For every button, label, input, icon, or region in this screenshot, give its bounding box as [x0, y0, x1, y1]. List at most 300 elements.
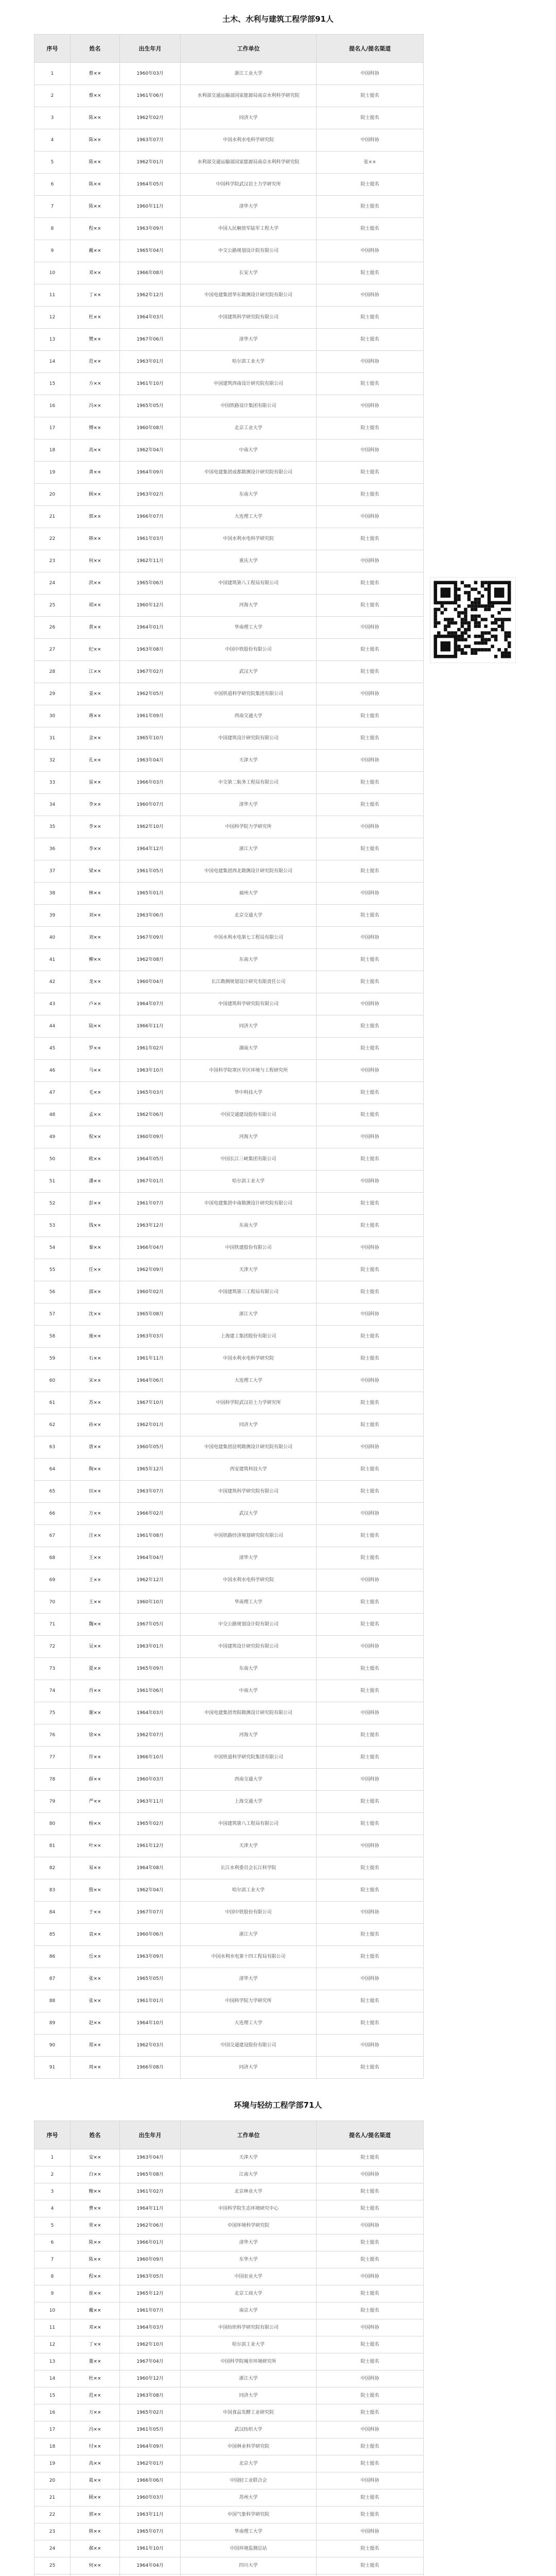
row-number: 53	[34, 1215, 71, 1237]
table-row	[34, 1658, 424, 1680]
person-name: 田××	[71, 1481, 120, 1503]
row-number: 28	[34, 661, 71, 683]
birth-date: 1965年05月	[120, 1968, 181, 1990]
row-number: 78	[34, 1769, 71, 1791]
work-unit: 福州大学	[181, 883, 317, 905]
work-unit: 中国科学院力学研究所	[181, 816, 317, 838]
person-name: 葛××	[71, 2472, 120, 2489]
birth-date: 1960年05月	[120, 1436, 181, 1459]
birth-date: 1960年06月	[120, 1924, 181, 1946]
table-row	[34, 905, 424, 927]
person-name: 高××	[71, 439, 120, 462]
work-unit: 浙江大学	[181, 2370, 317, 2387]
table-row	[34, 1614, 424, 1636]
row-number: 11	[34, 284, 71, 307]
table-row	[34, 971, 424, 993]
table-row	[34, 284, 424, 307]
table-row	[34, 196, 424, 218]
row-number: 22	[34, 528, 71, 550]
birth-date: 1962年12月	[120, 1569, 181, 1591]
work-unit: 中国建筑设计研究院有限公司	[181, 1636, 317, 1658]
person-name: 陈××	[71, 196, 120, 218]
person-name: 蔡××	[71, 85, 120, 107]
person-name: 丁××	[71, 2336, 120, 2353]
table-row	[34, 2370, 424, 2387]
work-unit: 中国铁建股份有限公司	[181, 1237, 317, 1259]
nominator: 院士提名	[317, 307, 424, 329]
table-row	[34, 1769, 424, 1791]
person-name: 王××	[71, 1547, 120, 1569]
work-unit: 天津大学	[181, 1259, 317, 1281]
work-unit: 中国铁路经济规划研究院有限公司	[181, 1525, 317, 1547]
table-row	[34, 129, 424, 151]
work-unit: 中国电建集团成都勘测设计研究院有限公司	[181, 462, 317, 484]
table-row	[34, 550, 424, 572]
nominator: 院士提名	[317, 661, 424, 683]
row-number: 16	[34, 395, 71, 417]
row-number: 38	[34, 883, 71, 905]
birth-date: 1962年01月	[120, 2455, 181, 2472]
nominator: 中国科协	[317, 1702, 424, 1724]
row-number: 16	[34, 2404, 71, 2421]
row-number: 7	[34, 2251, 71, 2268]
row-number: 42	[34, 971, 71, 993]
table-row	[34, 1990, 424, 2012]
work-unit: 西南交通大学	[181, 705, 317, 727]
birth-date: 1962年10月	[120, 2336, 181, 2353]
row-number: 11	[34, 2319, 71, 2336]
work-unit: 中国电建集团西北勘测设计研究院有限公司	[181, 860, 317, 883]
birth-date: 1963年08月	[120, 2387, 181, 2404]
nominator: 中国科协	[317, 2472, 424, 2489]
table-row	[34, 1348, 424, 1370]
work-unit: 水利部交通运输部国家能源局南京水利科学研究院	[181, 85, 317, 107]
person-name: 江××	[71, 661, 120, 683]
table-row	[34, 1791, 424, 1813]
row-number: 24	[34, 2540, 71, 2557]
table-row	[34, 462, 424, 484]
nominator: 院士提名	[317, 1791, 424, 1813]
table-environment-textile	[34, 2121, 424, 2576]
nominator: 中国科协	[317, 683, 424, 705]
row-number: 50	[34, 1148, 71, 1171]
nominator: 院士提名	[317, 639, 424, 661]
person-name: 方××	[71, 373, 120, 395]
table-row	[34, 1591, 424, 1614]
person-name: 白××	[71, 2166, 120, 2183]
nominator	[317, 2574, 424, 2576]
birth-date: 1966年11月	[120, 1015, 181, 1038]
header-nominator: 提名人/提名渠道	[317, 35, 424, 63]
work-unit: 华南理工大学	[181, 1591, 317, 1614]
birth-date: 1963年07月	[120, 1481, 181, 1503]
table-row	[34, 750, 424, 772]
nominator: 院士提名	[317, 2285, 424, 2302]
work-unit: 同济大学	[181, 1414, 317, 1436]
nominator: 中国科协	[317, 506, 424, 528]
row-number: 4	[34, 2200, 71, 2217]
birth-date: 1965年06月	[120, 572, 181, 595]
birth-date: 1963年11月	[120, 1791, 181, 1813]
person-name: 施××	[71, 1326, 120, 1348]
person-name: 洪××	[71, 572, 120, 595]
work-unit: 苏州大学	[181, 2489, 317, 2506]
table-row	[34, 1481, 424, 1503]
person-name: 易××	[71, 1857, 120, 1879]
work-unit: 武汉大学	[181, 661, 317, 683]
nominator: 院士提名	[317, 1924, 424, 1946]
person-name: 龙××	[71, 971, 120, 993]
nominator: 院士提名	[317, 1879, 424, 1902]
row-number: 35	[34, 816, 71, 838]
row-number: 88	[34, 1990, 71, 2012]
nominator: 中国科协	[317, 1769, 424, 1791]
row-number: 26	[34, 617, 71, 639]
birth-date: 1963年08月	[120, 639, 181, 661]
nominator: 院士提名	[317, 2540, 424, 2557]
row-number: 73	[34, 1658, 71, 1680]
table-row	[34, 2455, 424, 2472]
nominator: 院士提名	[317, 1946, 424, 1968]
birth-date: 1963年04月	[120, 750, 181, 772]
person-name: 汪××	[71, 1525, 120, 1547]
birth-date: 1965年10月	[120, 727, 181, 750]
row-number: 27	[34, 639, 71, 661]
table-row	[34, 1104, 424, 1126]
birth-date: 1963年10月	[120, 1060, 181, 1082]
nominator: 院士提名	[317, 971, 424, 993]
table-row	[34, 2319, 424, 2336]
nominator: 院士提名	[317, 838, 424, 860]
row-number: 70	[34, 1591, 71, 1614]
person-name: 沈××	[71, 1303, 120, 1326]
birth-date: 1964年11月	[120, 2200, 181, 2217]
person-name: 谢××	[71, 1702, 120, 1724]
nominator: 院士提名	[317, 2057, 424, 2079]
birth-date: 1963年01月	[120, 1636, 181, 1658]
nominator: 院士提名	[317, 705, 424, 727]
work-unit: 东南大学	[181, 949, 317, 971]
nominator: 院士提名	[317, 1348, 424, 1370]
nominator: 院士提名	[317, 1547, 424, 1569]
work-unit: 长安大学	[181, 262, 317, 284]
work-unit: 西安建筑科技大学	[181, 1459, 317, 1481]
birth-date	[120, 2574, 181, 2576]
table-row	[34, 816, 424, 838]
table-row	[34, 2200, 424, 2217]
table-row	[34, 1259, 424, 1281]
work-unit: 大连理工大学	[181, 506, 317, 528]
work-unit: 同济大学	[181, 2057, 317, 2079]
row-number: 68	[34, 1547, 71, 1569]
table-row	[34, 2540, 424, 2557]
nominator: 院士提名	[317, 1281, 424, 1303]
table-row	[34, 1924, 424, 1946]
table-row	[34, 683, 424, 705]
work-unit: 哈尔滨工业大学	[181, 351, 317, 373]
birth-date: 1962年10月	[120, 816, 181, 838]
nominator: 院士提名	[317, 1215, 424, 1237]
row-number: 55	[34, 1259, 71, 1281]
work-unit: 中国科学院城市环境研究所	[181, 2353, 317, 2370]
person-name: 倪××	[71, 1126, 120, 1148]
birth-date: 1963年07月	[120, 129, 181, 151]
row-number: 6	[34, 174, 71, 196]
row-number: 21	[34, 2489, 71, 2506]
person-name: 曹××	[71, 2200, 120, 2217]
person-name: 李××	[71, 794, 120, 816]
work-unit: 浙江大学	[181, 1924, 317, 1946]
birth-date: 1961年02月	[120, 2183, 181, 2200]
table-row	[34, 661, 424, 683]
row-number: 17	[34, 417, 71, 439]
person-name: 周××	[71, 2057, 120, 2079]
person-name: 王××	[71, 1569, 120, 1591]
birth-date: 1960年09月	[120, 1126, 181, 1148]
row-number: 79	[34, 1791, 71, 1813]
work-unit: 河海大学	[181, 1126, 317, 1148]
row-number: 86	[34, 1946, 71, 1968]
birth-date: 1965年02月	[120, 1813, 181, 1835]
table-row	[34, 1879, 424, 1902]
row-number: 56	[34, 1281, 71, 1303]
person-name: 刘××	[71, 905, 120, 927]
nominator: 院士提名	[317, 329, 424, 351]
birth-date: 1964年01月	[120, 617, 181, 639]
birth-date: 1960年08月	[120, 417, 181, 439]
birth-date: 1962年01月	[120, 1414, 181, 1436]
row-number: 15	[34, 2387, 71, 2404]
nominator: 张××	[317, 151, 424, 174]
row-number: 72	[34, 1636, 71, 1658]
person-name: 徐××	[71, 1724, 120, 1747]
table-row	[34, 2057, 424, 2079]
person-name: 付××	[71, 2438, 120, 2455]
person-name: 邓××	[71, 262, 120, 284]
work-unit: 中国食品发酵工业研究院	[181, 2404, 317, 2421]
table-row	[34, 2472, 424, 2489]
row-number: 13	[34, 2353, 71, 2370]
birth-date: 1961年07月	[120, 1193, 181, 1215]
table-row	[34, 1547, 424, 1569]
row-number: 61	[34, 1392, 71, 1414]
row-number: 60	[34, 1370, 71, 1392]
row-number: 40	[34, 927, 71, 949]
nominator: 中国科协	[317, 883, 424, 905]
birth-date: 1963年04月	[120, 2149, 181, 2166]
nominator: 中国科协	[317, 1636, 424, 1658]
table-row	[34, 1636, 424, 1658]
nominator: 中国科协	[317, 1126, 424, 1148]
table-row	[34, 2285, 424, 2302]
work-unit: 中国长江三峡集团有限公司	[181, 1148, 317, 1171]
person-name: 崔××	[71, 2285, 120, 2302]
nominator: 院士提名	[317, 1747, 424, 1769]
work-unit: 中国气象科学研究院	[181, 2506, 317, 2523]
nominator: 中国科协	[317, 750, 424, 772]
row-number: 49	[34, 1126, 71, 1148]
person-name: 丁××	[71, 284, 120, 307]
table-row	[34, 1968, 424, 1990]
section-title-environment: 环境与轻纺工程学部71人	[234, 2100, 322, 2110]
birth-date: 1961年01月	[120, 1990, 181, 2012]
person-name: 雷××	[71, 772, 120, 794]
nominator: 中国科协	[317, 1436, 424, 1459]
table-row	[34, 1414, 424, 1436]
person-name: 韩××	[71, 2523, 120, 2540]
row-number: 77	[34, 1747, 71, 1769]
birth-date: 1964年04月	[120, 2557, 181, 2574]
birth-date: 1965年08月	[120, 2166, 181, 2183]
birth-date: 1964年09月	[120, 462, 181, 484]
nominator: 院士提名	[317, 373, 424, 395]
work-unit: 长江水利委员会长江科学院	[181, 1857, 317, 1879]
table-row	[34, 373, 424, 395]
nominator: 院士提名	[317, 1015, 424, 1038]
nominator: 院士提名	[317, 107, 424, 129]
row-number: 36	[34, 838, 71, 860]
table-row	[34, 351, 424, 373]
person-name: 许××	[71, 1747, 120, 1769]
birth-date: 1964年07月	[120, 993, 181, 1015]
work-unit: 中国交通建设股份有限公司	[181, 2035, 317, 2057]
row-number: 18	[34, 439, 71, 462]
nominator: 院士提名	[317, 1481, 424, 1503]
work-unit: 武汉大学	[181, 1503, 317, 1525]
row-number: 21	[34, 506, 71, 528]
nominator: 中国科协	[317, 1968, 424, 1990]
work-unit: 中国建筑科学研究院有限公司	[181, 993, 317, 1015]
person-name: 宋××	[71, 1370, 120, 1392]
row-number: 75	[34, 1702, 71, 1724]
nominator: 中国科协	[317, 129, 424, 151]
person-name: 潘××	[71, 1171, 120, 1193]
nominator: 中国科协	[317, 1902, 424, 1924]
row-number: 23	[34, 2523, 71, 2540]
row-number: 90	[34, 2035, 71, 2057]
birth-date: 1962年07月	[120, 1724, 181, 1747]
table-row	[34, 1724, 424, 1747]
person-name: 陈××	[71, 129, 120, 151]
nominator: 院士提名	[317, 772, 424, 794]
birth-date: 1960年11月	[120, 196, 181, 218]
person-name: 何××	[71, 2557, 120, 2574]
nominator: 院士提名	[317, 794, 424, 816]
nominator: 院士提名	[317, 2489, 424, 2506]
birth-date: 1965年07月	[120, 2523, 181, 2540]
person-name: 胡××	[71, 595, 120, 617]
person-name: 黄××	[71, 617, 120, 639]
nominator: 院士提名	[317, 1857, 424, 1879]
nominator: 院士提名	[317, 1724, 424, 1747]
work-unit: 同济大学	[181, 1015, 317, 1038]
person-name: 殷××	[71, 1879, 120, 1902]
birth-date: 1960年10月	[120, 1591, 181, 1614]
row-number: 66	[34, 1503, 71, 1525]
birth-date: 1962年12月	[120, 284, 181, 307]
person-name: 纪××	[71, 639, 120, 661]
work-unit: 东南大学	[181, 484, 317, 506]
work-unit: 东南大学	[181, 1658, 317, 1680]
work-unit: 北京工商大学	[181, 2285, 317, 2302]
nominator: 中国科协	[317, 1237, 424, 1259]
birth-date: 1962年06月	[120, 1104, 181, 1126]
person-name: 袁××	[71, 1924, 120, 1946]
row-number: 24	[34, 572, 71, 595]
birth-date: 1964年05月	[120, 1148, 181, 1171]
nominator: 院士提名	[317, 1326, 424, 1348]
birth-date: 1961年10月	[120, 2540, 181, 2557]
nominator: 院士提名	[317, 2336, 424, 2353]
header-nominator: 提名人/提名渠道	[317, 2121, 424, 2149]
person-name: 陆××	[71, 1015, 120, 1038]
nominator: 中国科协	[317, 1303, 424, 1326]
person-name: 孙××	[71, 1414, 120, 1436]
row-number: 44	[34, 1015, 71, 1038]
work-unit: 中国建筑科学研究院有限公司	[181, 307, 317, 329]
person-name: 马××	[71, 1060, 120, 1082]
table-civil-engineering	[34, 34, 424, 2079]
table-row	[34, 1303, 424, 1326]
person-name: 樊××	[71, 329, 120, 351]
person-name: 梁××	[71, 860, 120, 883]
work-unit: 中国铁道科学研究院集团有限公司	[181, 683, 317, 705]
work-unit: 上海交通大学	[181, 1791, 317, 1813]
person-name: 罗××	[71, 1038, 120, 1060]
work-unit	[181, 2574, 317, 2576]
row-number: 32	[34, 750, 71, 772]
person-name: 肖××	[71, 1680, 120, 1702]
birth-date: 1967年06月	[120, 329, 181, 351]
birth-date: 1966年01月	[120, 2234, 181, 2251]
work-unit: 中国科学院寒区旱区环境与工程研究所	[181, 1060, 317, 1082]
table-row	[34, 63, 424, 85]
table-row	[34, 1281, 424, 1303]
person-name: 岳××	[71, 1946, 120, 1968]
nominator: 院士提名	[317, 905, 424, 927]
work-unit: 清华大学	[181, 1547, 317, 1569]
work-unit: 同济大学	[181, 2387, 317, 2404]
person-name: 叶××	[71, 1835, 120, 1857]
work-unit: 中国水利水电科学研究院	[181, 528, 317, 550]
birth-date: 1960年09月	[120, 2251, 181, 2268]
row-number: 74	[34, 1680, 71, 1702]
work-unit: 河海大学	[181, 595, 317, 617]
person-name: 毛××	[71, 1082, 120, 1104]
work-unit: 上海建工集团股份有限公司	[181, 1326, 317, 1348]
nominator: 院士提名	[317, 174, 424, 196]
row-number: 91	[34, 2057, 71, 2079]
work-unit: 中国纺织科学研究院有限公司	[181, 2319, 317, 2336]
nominator: 院士提名	[317, 1193, 424, 1215]
birth-date: 1964年05月	[120, 174, 181, 196]
work-unit: 中国铁路设计集团有限公司	[181, 395, 317, 417]
table-row	[34, 2035, 424, 2057]
row-number: 10	[34, 262, 71, 284]
table-header-row	[34, 35, 424, 63]
work-unit: 中国水利水电第十四工程局有限公司	[181, 1946, 317, 1968]
nominator: 院士提名	[317, 417, 424, 439]
table-row	[34, 1747, 424, 1769]
birth-date: 1965年12月	[120, 1459, 181, 1481]
work-unit: 重庆大学	[181, 550, 317, 572]
person-name: 万××	[71, 1503, 120, 1525]
nominator: 院士提名	[317, 196, 424, 218]
row-number: 45	[34, 1038, 71, 1060]
work-unit: 中国建筑第三工程局有限公司	[181, 1281, 317, 1303]
person-name: 高××	[71, 2455, 120, 2472]
nominator: 中国科协	[317, 1835, 424, 1857]
